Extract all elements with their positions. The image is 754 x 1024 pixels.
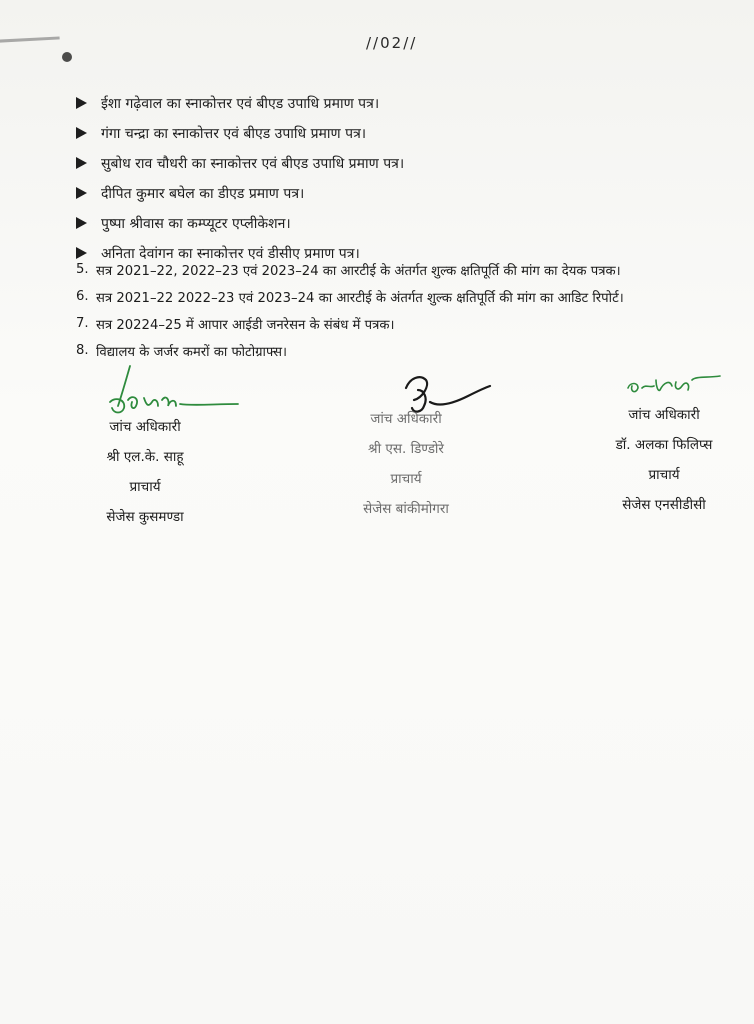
signatory-role: जांच अधिकारी — [628, 407, 700, 423]
numbered-list — [76, 256, 746, 364]
list-item-text: पुष्पा श्रीवास का कम्प्यूटर एप्लीकेशन। — [101, 215, 291, 232]
signatory-3 — [574, 400, 754, 520]
signatory-school: सेजेस कुसमण्डा — [106, 509, 184, 525]
attachment-list — [76, 88, 736, 268]
scan-edge-mark — [0, 36, 60, 56]
page-number: //02// — [366, 34, 418, 52]
signatory-name: डॉ. अलका फिलिप्स — [615, 437, 713, 453]
arrow-bullet-icon — [76, 97, 87, 109]
numbered-item — [76, 283, 746, 310]
signatory-designation: प्राचार्य — [129, 479, 161, 495]
list-item — [76, 208, 736, 238]
signatory-designation: प्राचार्य — [390, 471, 422, 487]
arrow-bullet-icon — [76, 127, 87, 139]
list-item-text: अनिता देवांगन का स्नाकोत्तर एवं डीसीए प्रमाण पत्र। — [101, 245, 360, 262]
list-item-text: ईशा गढ़ेवाल का स्नाकोत्तर एवं बीएड उपाधि प्रमाण पत्र। — [101, 95, 380, 112]
signatory-role: जांच अधिकारी — [109, 419, 181, 435]
item-number: 6. — [76, 289, 89, 304]
signatory-2 — [316, 404, 496, 524]
list-item — [76, 88, 736, 118]
list-item-text: गंगा चन्द्रा का स्नाकोत्तर एवं बीएड उपाधि प्रमाण पत्र। — [101, 125, 367, 142]
signatory-1 — [60, 412, 230, 532]
item-text: विद्यालय के जर्जर कमरों का फोटोग्राफ्स। — [96, 344, 288, 360]
list-item-text: दीपित कुमार बघेल का डीएड प्रमाण पत्र। — [101, 185, 305, 202]
signatory-name: श्री एल.के. साहू — [106, 449, 184, 465]
arrow-bullet-icon — [76, 187, 87, 199]
list-item — [76, 148, 736, 178]
item-number: 5. — [76, 262, 89, 277]
arrow-bullet-icon — [76, 157, 87, 169]
arrow-bullet-icon — [76, 217, 87, 229]
list-item-text: सुबोध राव चौधरी का स्नाकोत्तर एवं बीएड उपाधि प्रमाण पत्र। — [101, 155, 405, 172]
signatory-role: जांच अधिकारी — [370, 411, 442, 427]
signatory-name: श्री एस. डिण्डोरे — [368, 441, 444, 457]
numbered-item — [76, 256, 746, 283]
list-item — [76, 178, 736, 208]
list-item — [76, 118, 736, 148]
item-text: सत्र 2021–22 2022–23 एवं 2023–24 का आरटीई के अंतर्गत शुल्क क्षतिपूर्ति की मांग का आडिट रिपोर्ट। — [96, 290, 624, 306]
numbered-item — [76, 310, 746, 337]
item-number: 7. — [76, 316, 89, 331]
item-text: सत्र 2021–22, 2022–23 एवं 2023–24 का आरटीई के अंतर्गत शुल्क क्षतिपूर्ति की मांग का देयक पत्रक। — [96, 263, 621, 279]
signatory-school: सेजेस एनसीडीसी — [622, 497, 706, 513]
signatory-designation: प्राचार्य — [648, 467, 680, 483]
item-number: 8. — [76, 343, 89, 358]
signature-green-3 — [624, 364, 728, 398]
item-text: सत्र 20224–25 में आपार आईडी जनरेसन के संबंध में पत्रक। — [96, 317, 395, 333]
signatory-school: सेजेस बांकीमोगरा — [363, 501, 449, 517]
punch-hole-mark — [62, 52, 72, 62]
